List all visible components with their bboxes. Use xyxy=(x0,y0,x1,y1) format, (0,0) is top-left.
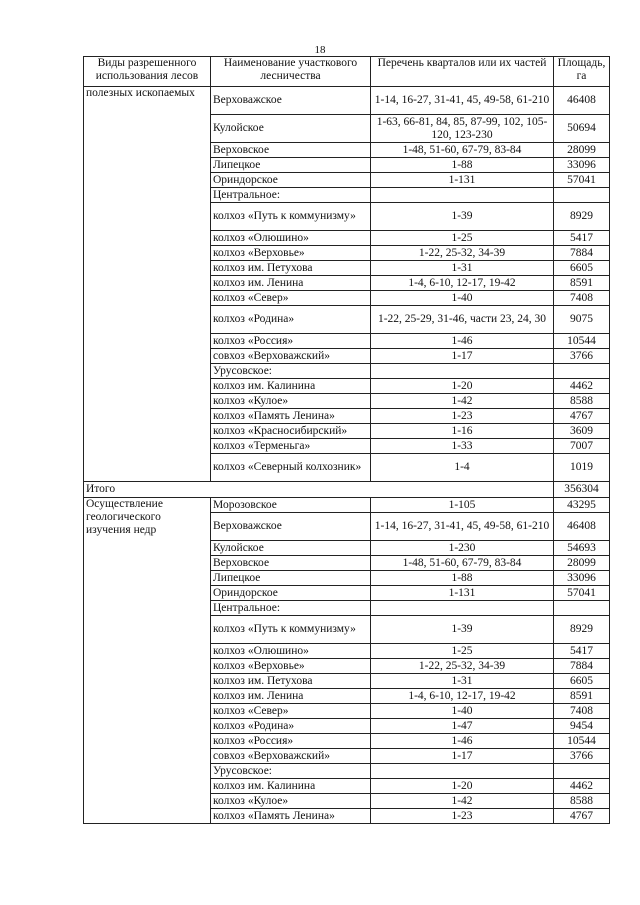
quarters-cell: 1-4 xyxy=(371,454,554,482)
quarters-cell: 1-40 xyxy=(371,291,554,306)
forestry-name-cell: Кулойское xyxy=(211,115,371,143)
quarters-cell: 1-31 xyxy=(371,261,554,276)
area-cell: 8591 xyxy=(554,276,610,291)
quarters-cell: 1-25 xyxy=(371,231,554,246)
quarters-cell: 1-25 xyxy=(371,644,554,659)
area-cell: 7884 xyxy=(554,246,610,261)
forestry-name-cell: Центральное: xyxy=(211,188,371,203)
forestry-name-cell: колхоз «Северный колхозник» xyxy=(211,454,371,482)
area-cell: 5417 xyxy=(554,231,610,246)
area-cell: 7884 xyxy=(554,659,610,674)
forestry-name-cell: колхоз «Север» xyxy=(211,291,371,306)
header-area: Площадь, га xyxy=(554,57,610,87)
table-header-row xyxy=(84,57,610,87)
area-cell: 6605 xyxy=(554,674,610,689)
forestry-name-cell: колхоз «Кулое» xyxy=(211,794,371,809)
forestry-name-cell: совхоз «Верховажский» xyxy=(211,749,371,764)
quarters-cell: 1-14, 16-27, 31-41, 45, 49-58, 61-210 xyxy=(371,87,554,115)
forestry-name-cell: Урусовское: xyxy=(211,764,371,779)
area-cell: 28099 xyxy=(554,143,610,158)
area-cell: 9454 xyxy=(554,719,610,734)
quarters-cell: 1-20 xyxy=(371,779,554,794)
page-number: 18 xyxy=(314,44,326,56)
area-cell: 50694 xyxy=(554,115,610,143)
area-cell: 4462 xyxy=(554,779,610,794)
area-cell: 5417 xyxy=(554,644,610,659)
area-cell: 7408 xyxy=(554,704,610,719)
forestry-name-cell: колхоз «Красносибирский» xyxy=(211,424,371,439)
area-cell xyxy=(554,601,610,616)
quarters-cell: 1-88 xyxy=(371,571,554,586)
forestry-name-cell: Верховажское xyxy=(211,513,371,541)
area-cell: 7408 xyxy=(554,291,610,306)
table-body xyxy=(84,87,610,824)
forestry-name-cell: Верховское xyxy=(211,556,371,571)
area-cell: 57041 xyxy=(554,173,610,188)
table-row xyxy=(84,87,610,115)
forestry-name-cell: Кулойское xyxy=(211,541,371,556)
forestry-name-cell: колхоз «Россия» xyxy=(211,334,371,349)
quarters-cell: 1-39 xyxy=(371,203,554,231)
quarters-cell: 1-42 xyxy=(371,794,554,809)
quarters-cell: 1-48, 51-60, 67-79, 83-84 xyxy=(371,143,554,158)
forestry-name-cell: колхоз «Память Ленина» xyxy=(211,409,371,424)
header-forestry: Наименование участкового лесничества xyxy=(211,57,371,87)
forestry-name-cell: колхоз «Россия» xyxy=(211,734,371,749)
area-cell xyxy=(554,188,610,203)
area-cell: 46408 xyxy=(554,513,610,541)
quarters-cell: 1-22, 25-29, 31-46, части 23, 24, 30 xyxy=(371,306,554,334)
area-cell: 3766 xyxy=(554,749,610,764)
quarters-cell: 1-33 xyxy=(371,439,554,454)
forestry-name-cell: Ориндорское xyxy=(211,586,371,601)
area-cell: 8591 xyxy=(554,689,610,704)
forestry-name-cell: колхоз «Верховье» xyxy=(211,246,371,261)
area-cell: 10544 xyxy=(554,334,610,349)
area-cell: 28099 xyxy=(554,556,610,571)
quarters-cell: 1-17 xyxy=(371,349,554,364)
quarters-cell: 1-14, 16-27, 31-41, 45, 49-58, 61-210 xyxy=(371,513,554,541)
forestry-name-cell: Верховажское xyxy=(211,87,371,115)
quarters-cell: 1-42 xyxy=(371,394,554,409)
quarters-cell: 1-63, 66-81, 84, 85, 87-99, 102, 105-120, 123-230 xyxy=(371,115,554,143)
header-use: Виды разрешенного использования лесов xyxy=(84,57,211,87)
quarters-cell: 1-23 xyxy=(371,409,554,424)
quarters-cell: 1-31 xyxy=(371,674,554,689)
quarters-cell: 1-105 xyxy=(371,498,554,513)
area-cell: 8588 xyxy=(554,394,610,409)
area-cell: 46408 xyxy=(554,87,610,115)
area-cell: 10544 xyxy=(554,734,610,749)
forestry-name-cell: колхоз «Верховье» xyxy=(211,659,371,674)
use-type-cell: полезных ископаемых xyxy=(84,87,211,482)
area-cell: 4767 xyxy=(554,409,610,424)
quarters-cell xyxy=(371,764,554,779)
total-row xyxy=(84,482,610,498)
quarters-cell: 1-40 xyxy=(371,704,554,719)
area-cell: 4462 xyxy=(554,379,610,394)
forestry-name-cell: Морозовское xyxy=(211,498,371,513)
quarters-cell: 1-16 xyxy=(371,424,554,439)
header-quarters: Перечень кварталов или их частей xyxy=(371,57,554,87)
forestry-name-cell: Липецкое xyxy=(211,158,371,173)
forestry-name-cell: колхоз им. Калинина xyxy=(211,379,371,394)
quarters-cell: 1-4, 6-10, 12-17, 19-42 xyxy=(371,689,554,704)
forestry-name-cell: колхоз «Олюшино» xyxy=(211,644,371,659)
quarters-cell: 1-22, 25-32, 34-39 xyxy=(371,246,554,261)
forestry-name-cell: Верховское xyxy=(211,143,371,158)
forestry-name-cell: колхоз «Олюшино» xyxy=(211,231,371,246)
quarters-cell: 1-131 xyxy=(371,586,554,601)
use-type-cell: Осуществление геологического изучения недр xyxy=(84,498,211,824)
area-cell: 8588 xyxy=(554,794,610,809)
forestry-name-cell: колхоз «Кулое» xyxy=(211,394,371,409)
forestry-name-cell: колхоз «Путь к коммунизму» xyxy=(211,616,371,644)
area-cell: 33096 xyxy=(554,571,610,586)
quarters-cell: 1-20 xyxy=(371,379,554,394)
forestry-name-cell: совхоз «Верховажский» xyxy=(211,349,371,364)
area-cell: 7007 xyxy=(554,439,610,454)
area-cell: 1019 xyxy=(554,454,610,482)
total-area: 356304 xyxy=(554,482,610,498)
quarters-cell: 1-23 xyxy=(371,809,554,824)
area-cell: 43295 xyxy=(554,498,610,513)
forestry-name-cell: колхоз «Родина» xyxy=(211,719,371,734)
forestry-name-cell: колхоз «Терменьга» xyxy=(211,439,371,454)
quarters-cell: 1-22, 25-32, 34-39 xyxy=(371,659,554,674)
quarters-cell: 1-88 xyxy=(371,158,554,173)
forestry-name-cell: Липецкое xyxy=(211,571,371,586)
quarters-cell: 1-17 xyxy=(371,749,554,764)
area-cell: 6605 xyxy=(554,261,610,276)
forestry-name-cell: колхоз им. Петухова xyxy=(211,261,371,276)
area-cell: 8929 xyxy=(554,203,610,231)
quarters-cell: 1-47 xyxy=(371,719,554,734)
area-cell: 33096 xyxy=(554,158,610,173)
quarters-cell: 1-131 xyxy=(371,173,554,188)
forestry-name-cell: колхоз «Родина» xyxy=(211,306,371,334)
area-cell: 3766 xyxy=(554,349,610,364)
forestry-name-cell: Центральное: xyxy=(211,601,371,616)
quarters-cell xyxy=(371,188,554,203)
table-row xyxy=(84,498,610,513)
quarters-cell xyxy=(371,364,554,379)
quarters-cell: 1-4, 6-10, 12-17, 19-42 xyxy=(371,276,554,291)
area-cell: 8929 xyxy=(554,616,610,644)
forestry-name-cell: Урусовское: xyxy=(211,364,371,379)
total-label: Итого xyxy=(84,482,554,498)
quarters-cell: 1-48, 51-60, 67-79, 83-84 xyxy=(371,556,554,571)
forest-use-table xyxy=(83,56,610,824)
forestry-name-cell: колхоз им. Ленина xyxy=(211,689,371,704)
forestry-name-cell: колхоз «Путь к коммунизму» xyxy=(211,203,371,231)
forestry-name-cell: колхоз «Север» xyxy=(211,704,371,719)
quarters-cell: 1-46 xyxy=(371,334,554,349)
forestry-name-cell: Ориндорское xyxy=(211,173,371,188)
area-cell: 3609 xyxy=(554,424,610,439)
quarters-cell xyxy=(371,601,554,616)
forestry-name-cell: колхоз им. Петухова xyxy=(211,674,371,689)
forestry-name-cell: колхоз им. Ленина xyxy=(211,276,371,291)
area-cell: 9075 xyxy=(554,306,610,334)
area-cell: 54693 xyxy=(554,541,610,556)
area-cell: 4767 xyxy=(554,809,610,824)
quarters-cell: 1-39 xyxy=(371,616,554,644)
area-cell: 57041 xyxy=(554,586,610,601)
area-cell xyxy=(554,764,610,779)
forestry-name-cell: колхоз им. Калинина xyxy=(211,779,371,794)
quarters-cell: 1-230 xyxy=(371,541,554,556)
quarters-cell: 1-46 xyxy=(371,734,554,749)
area-cell xyxy=(554,364,610,379)
forestry-name-cell: колхоз «Память Ленина» xyxy=(211,809,371,824)
